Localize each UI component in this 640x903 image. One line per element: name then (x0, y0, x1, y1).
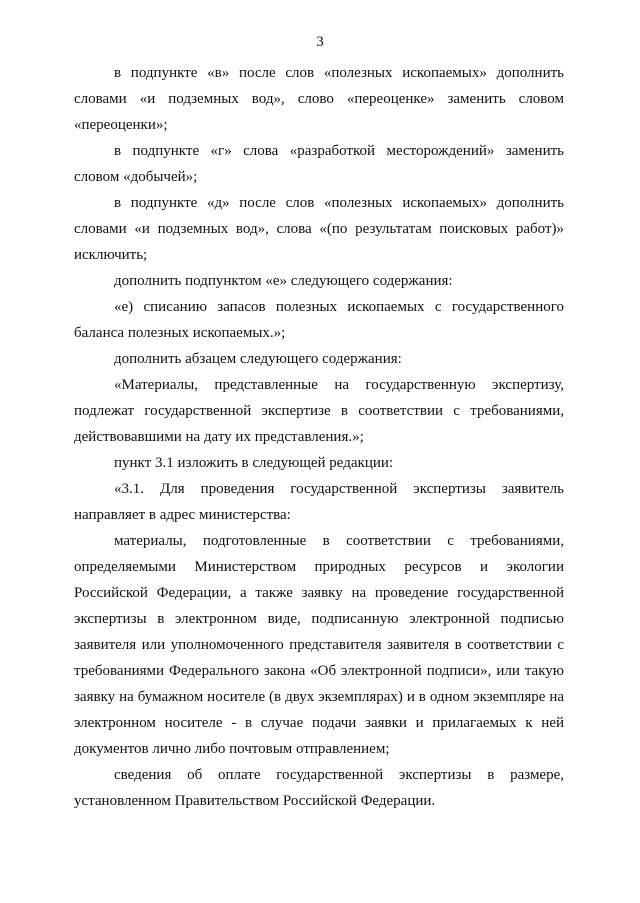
paragraph-subitem-v: в подпункте «в» после слов «полезных ископаемых» дополнить словами «и подземных вод», слово «переоценке» заменить словом «переоценки»; (74, 65, 564, 133)
paragraph-point-3-1-text: «3.1. Для проведения государственной экспертизы заявитель направляет в адрес министерства: (74, 481, 564, 523)
paragraph-materials-list-item: материалы, подготовленные в соответствии с требованиями, определяемыми Министерством природных ресурсов и экологии Российской Федерации, а также заявку на проведение государственной экспертизы в электронном виде, подписанную электронной подписью заявителя или уполномоченного представителя заявителя в соответствии с требованиями Федерального закона «Об электронной подписи», или такую заявку на бумажном носителе (в двух экземплярах) и в одном экземпляре на электронном носителе - в случае подачи заявки и прилагаемых к ней документов лично либо почтовым отправлением; (74, 533, 564, 757)
document-body (74, 60, 564, 814)
paragraph-subitem-e-text: «е) списанию запасов полезных ископаемых с государственного баланса полезных ископаемых.»; (74, 299, 564, 341)
page-number: 3 (316, 34, 324, 50)
paragraph-point-3-1-intro: пункт 3.1 изложить в следующей редакции: (114, 455, 394, 471)
paragraph-add-abzats: дополнить абзацем следующего содержания: (114, 351, 402, 367)
paragraph-materials-quote: «Материалы, представленные на государственную экспертизу, подлежат государственной экспертизе в соответствии с требованиями, действовавшими на дату их представления.»; (74, 377, 564, 445)
paragraph-add-subitem-e: дополнить подпунктом «е» следующего содержания: (114, 273, 453, 289)
paragraph-payment-info: сведения об оплате государственной экспертизы в размере, установленном Правительством Российской Федерации. (74, 767, 564, 809)
paragraph-subitem-d: в подпункте «д» после слов «полезных ископаемых» дополнить словами «и подземных вод», слова «(по результатам поисковых работ)» исключить; (74, 195, 564, 263)
paragraph-subitem-g: в подпункте «г» слова «разработкой месторождений» заменить словом «добычей»; (74, 143, 564, 185)
